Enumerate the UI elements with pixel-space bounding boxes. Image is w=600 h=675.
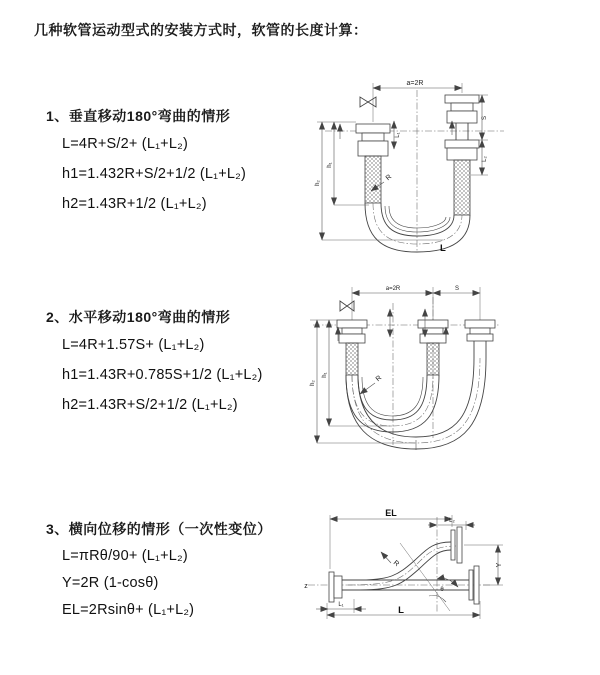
flange-left	[337, 320, 367, 375]
diagram-vertical-bend	[312, 75, 588, 261]
dim-label-h2: h₂	[310, 380, 316, 386]
flange-upper-right	[451, 527, 462, 563]
dim-label-l2: L₂	[482, 156, 488, 162]
page-title: 几种软管运动型式的安装方式时，软管的长度计算：	[34, 22, 368, 38]
dim-label-h1: h₁	[322, 372, 328, 378]
flange-right	[465, 320, 495, 358]
axis-mark: z	[304, 583, 308, 590]
formula-3-el: EL=2Rsinθ+ (L₁+L₂)	[62, 602, 195, 618]
flange-middle	[418, 320, 448, 375]
flange-left	[329, 572, 360, 602]
formula-2-h2: h2=1.43R+S/2+1/2 (L₁+L₂)	[62, 397, 238, 413]
formula-2-l: L=4R+1.57S+ (L₁+L₂)	[62, 337, 205, 353]
dim-label-l2: L₂	[449, 518, 455, 524]
diagram-horizontal-bend	[305, 283, 595, 463]
dim-label-h2: h₂	[315, 180, 321, 186]
angle-label: θ	[440, 587, 444, 593]
formula-1-h2: h2=1.43R+1/2 (L₁+L₂)	[62, 196, 207, 212]
dim-label-el: EL	[385, 508, 397, 518]
formula-3-l: L=πRθ/90+ (L₁+L₂)	[62, 548, 188, 564]
section-1-heading: 1、垂直移动180°弯曲的情形	[46, 108, 231, 124]
formula-1-h1: h1=1.432R+S/2+1/2 (L₁+L₂)	[62, 166, 247, 182]
hose-u-original	[346, 375, 439, 432]
braid-left	[365, 156, 381, 203]
formula-3-y: Y=2R (1-cosθ)	[62, 575, 159, 591]
dim-label-l1: L₁	[338, 602, 344, 608]
diagram-lateral-displacement	[298, 503, 593, 643]
section-3-heading: 3、横向位移的情形（一次性变位）	[46, 521, 272, 537]
dim-label-l: L	[398, 605, 404, 616]
valve-icon	[360, 97, 376, 107]
braid-right	[454, 160, 470, 215]
formula-1-l: L=4R+S/2+ (L₁+L₂)	[62, 136, 188, 152]
dim-label-s: S	[454, 286, 460, 292]
dim-label-s: S	[482, 115, 488, 121]
dim-label-y: Y	[496, 562, 503, 568]
dim-label-h1: h₁	[327, 162, 333, 168]
length-label: L	[440, 243, 446, 254]
hose-s-curve	[348, 542, 456, 590]
hose-u-displaced	[346, 358, 486, 449]
section-2-heading: 2、水平移动180°弯曲的情形	[46, 309, 231, 325]
dim-label-a2r: a=2R	[385, 286, 401, 292]
dim-label-l1: L₁	[395, 132, 401, 138]
radius-label: R	[391, 559, 401, 569]
radius-label: R	[384, 173, 394, 183]
radius-label: R	[374, 374, 384, 384]
dim-label-a2r: a=2R	[406, 80, 424, 87]
formula-2-h1: h1=1.43R+0.785S+1/2 (L₁+L₂)	[62, 367, 263, 383]
